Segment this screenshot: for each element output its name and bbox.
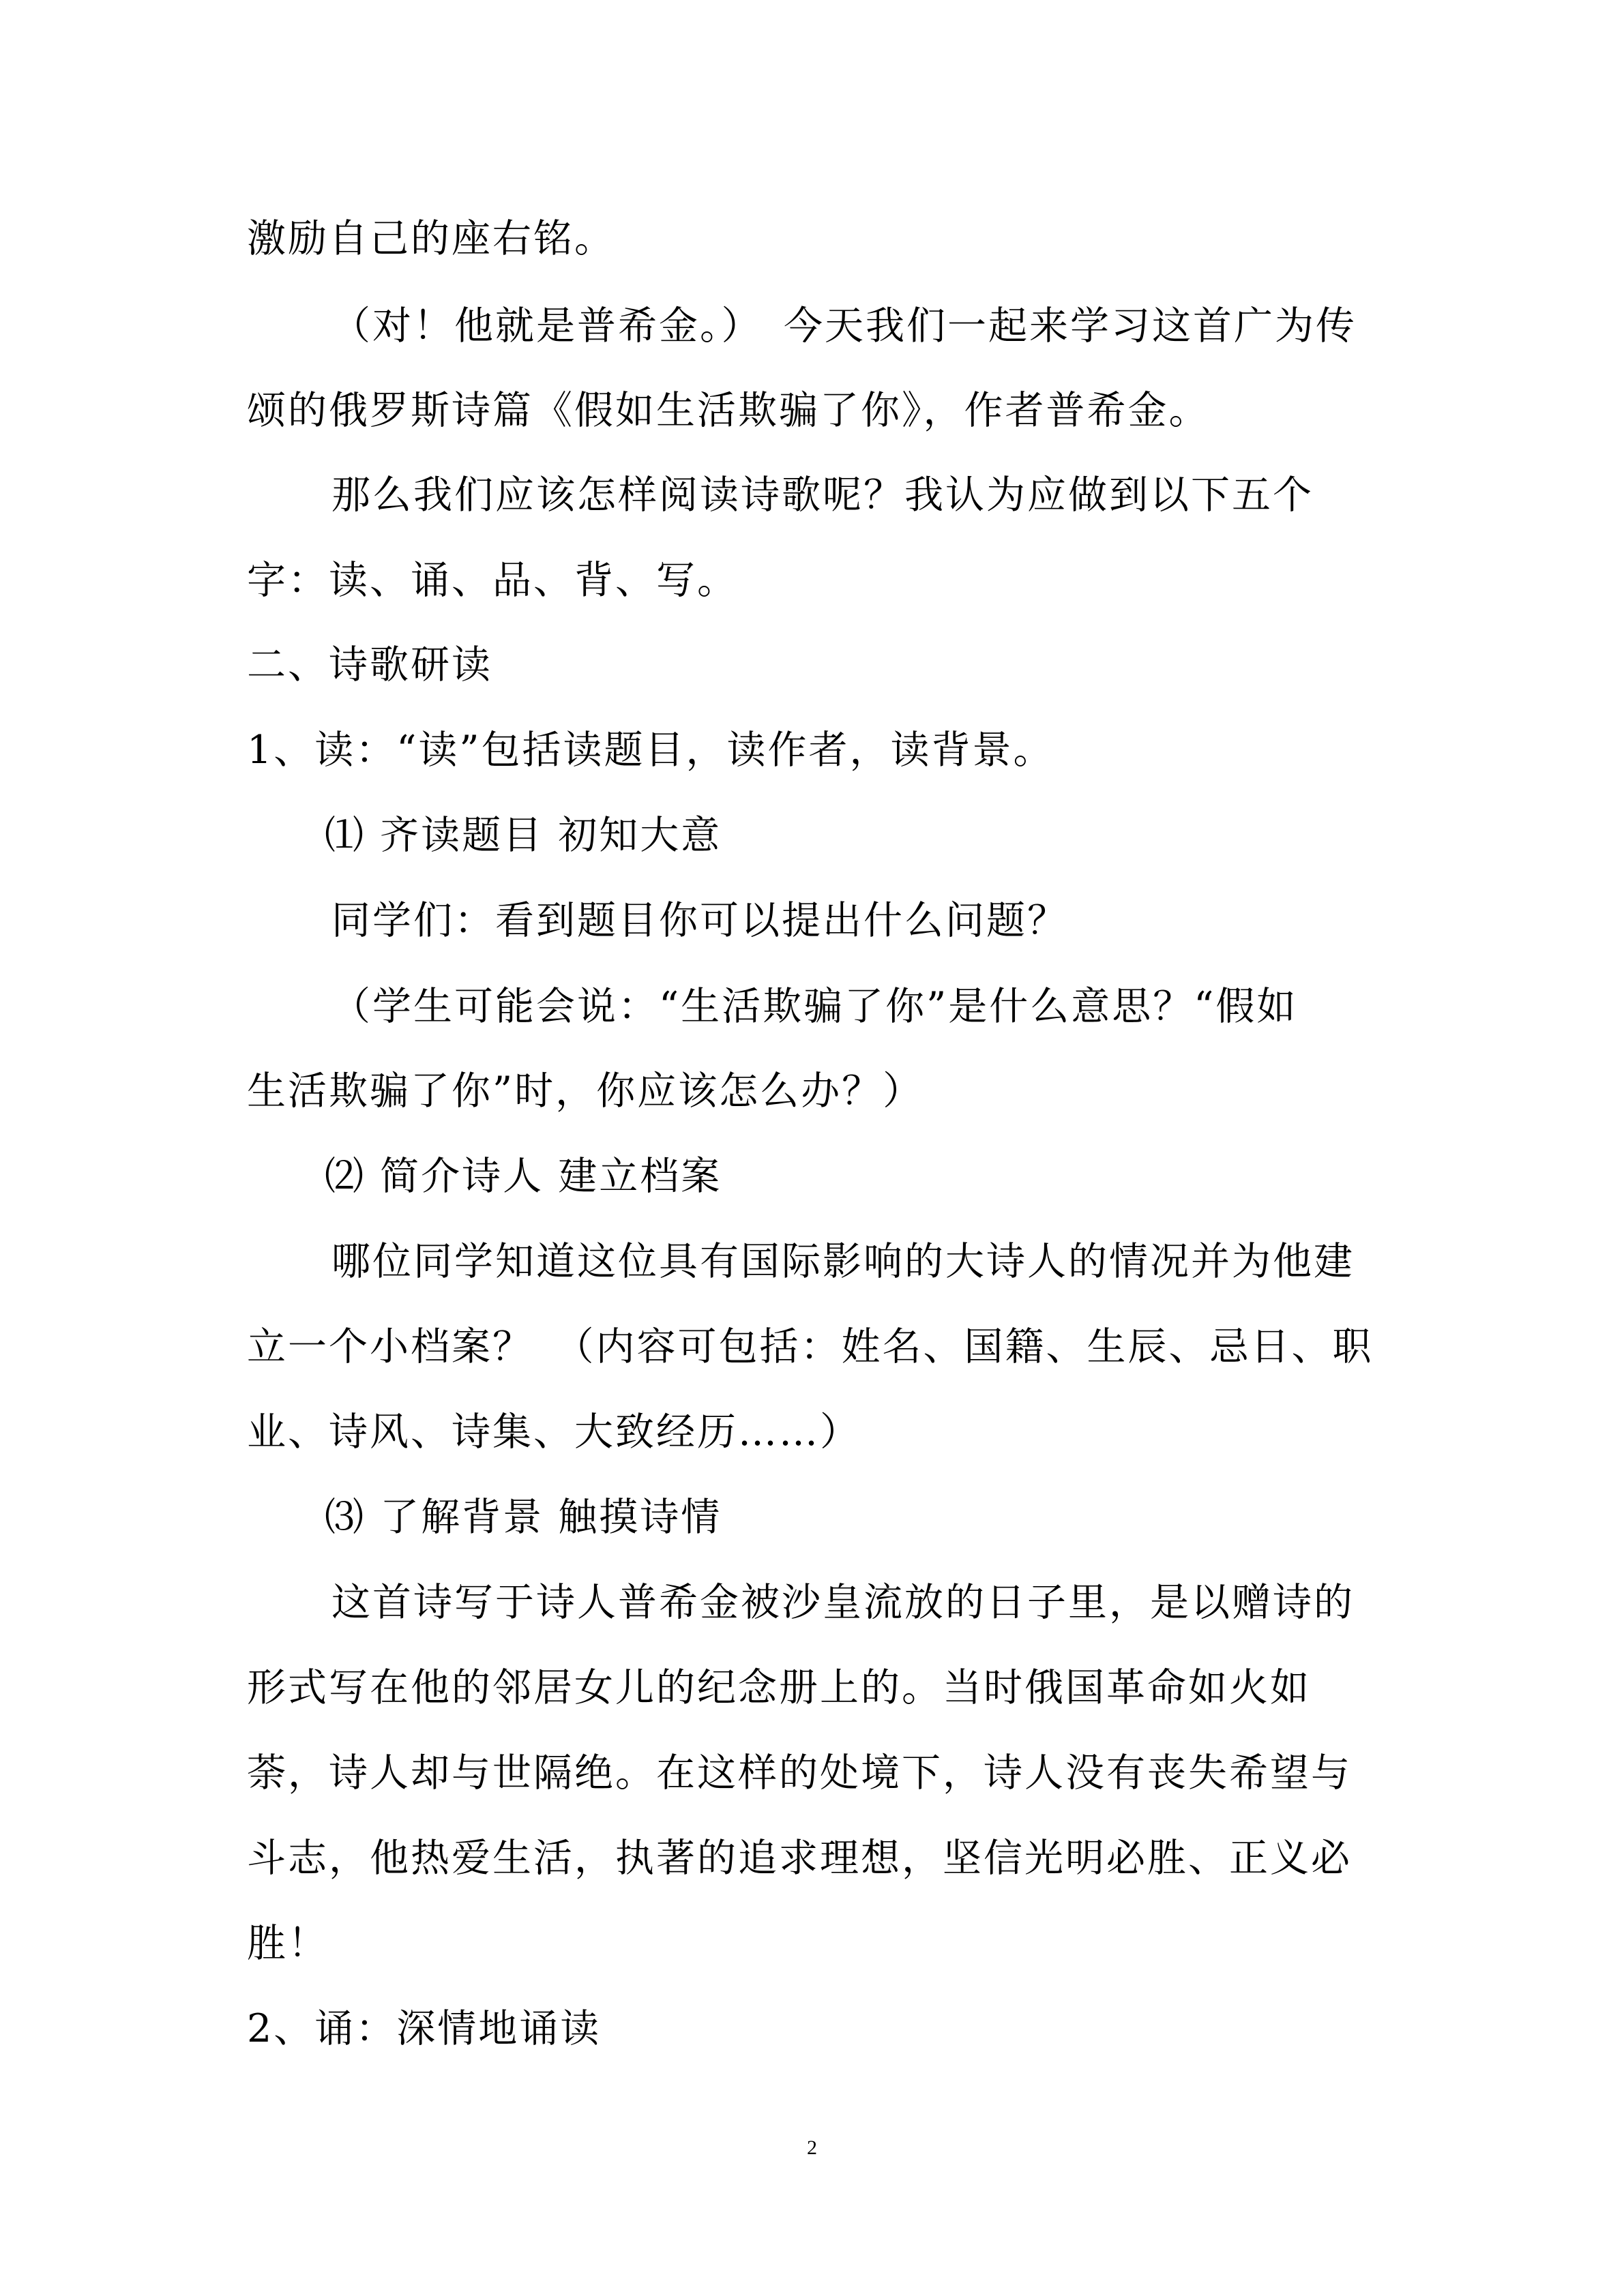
body-text-line: 哪位同学知道这位具有国际影响的大诗人的情况并为他建	[331, 1239, 1355, 1284]
subsection-heading: 2、诵：深情地诵读	[247, 2006, 602, 2051]
body-text-line: 胜！	[247, 1921, 329, 1966]
subsection-heading: ⑴ 齐读题目 初知大意	[325, 813, 722, 858]
body-text-line: 形式写在他的邻居女儿的纪念册上的。当时俄国革命如火如	[247, 1665, 1311, 1710]
body-text-line: 字：读、诵、品、背、写。	[247, 558, 738, 603]
subsection-heading: 1、读：“读”包括读题目，读作者，读背景。	[247, 728, 1054, 773]
subsection-heading: ⑵ 简介诗人 建立档案	[325, 1154, 722, 1199]
body-text-line: 激励自己的座右铭。	[247, 216, 615, 261]
body-text-line: 斗志，他热爱生活，执著的追求理想，坚信光明必胜、正义必	[247, 1836, 1352, 1881]
body-text-line: 那么我们应该怎样阅读诗歌呢？我认为应做到以下五个	[331, 473, 1314, 518]
body-text-line: 业、诗风、诗集、大致经历……）	[247, 1410, 861, 1455]
body-text-line: 生活欺骗了你”时，你应该怎么办？）	[247, 1069, 924, 1114]
body-text-line: 同学们：看到题目你可以提出什么问题？	[331, 898, 1068, 943]
body-text-line: （学生可能会说：“生活欺骗了你”是什么意思？“假如	[331, 984, 1298, 1029]
body-text-line: 颂的俄罗斯诗篇《假如生活欺骗了你》，作者普希金。	[247, 388, 1210, 433]
body-text-line: 这首诗写于诗人普希金被沙皇流放的日子里，是以赠诗的	[331, 1580, 1355, 1625]
body-text-line: （对！他就是普希金。） 今天我们一起来学习这首广为传	[331, 303, 1357, 348]
section-heading: 二、诗歌研读	[247, 642, 492, 687]
body-text-line: 荼，诗人却与世隔绝。在这样的处境下，诗人没有丧失希望与	[247, 1750, 1352, 1795]
page-number: 2	[807, 2136, 817, 2159]
body-text-line: 立一个小档案？ （内容可包括：姓名、国籍、生辰、忌日、职	[247, 1324, 1374, 1369]
subsection-heading: ⑶ 了解背景 触摸诗情	[325, 1495, 722, 1540]
